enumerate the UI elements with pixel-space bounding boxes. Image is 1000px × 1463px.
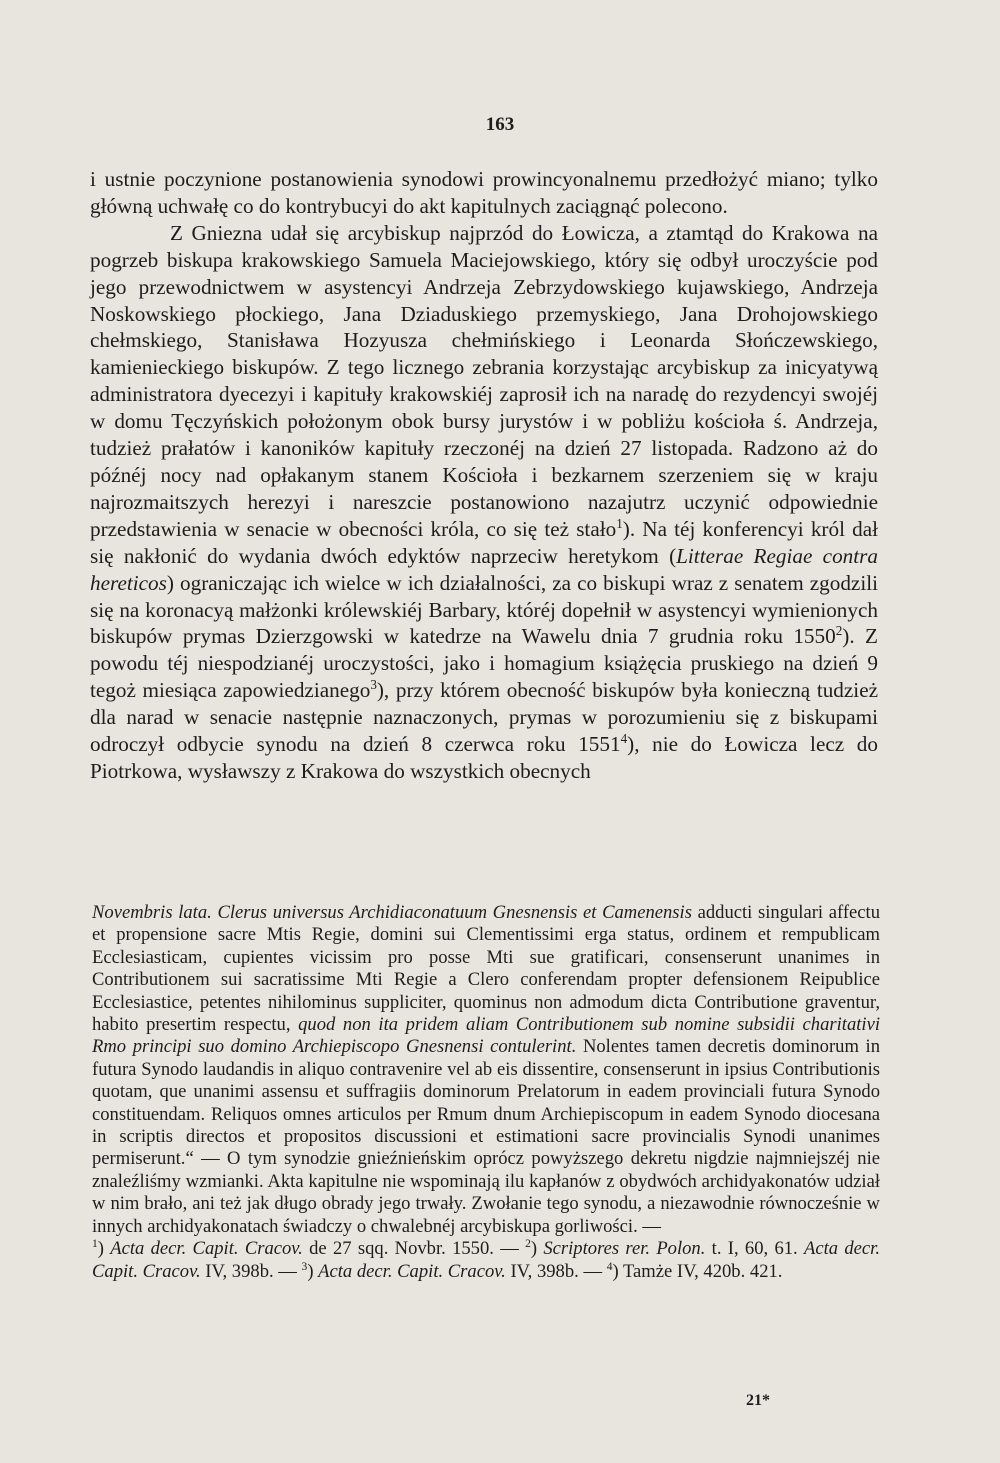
footnote-marker: 1	[92, 1237, 98, 1250]
text-run: )	[307, 1260, 319, 1282]
main-paragraph	[90, 220, 878, 785]
text-run: t. I, 60, 61.	[705, 1238, 805, 1260]
main-paragraph	[90, 166, 878, 220]
text-run: ), nie do Łowicza lecz do Piotrkowa, wysławszy z Krakowa do wszystkich obecnych	[90, 732, 878, 783]
footnote-marker: 3	[301, 1260, 308, 1273]
text-run: IV, 398b. —	[505, 1260, 607, 1282]
footnote-marker: 2	[525, 1237, 531, 1250]
page-number: 163	[485, 114, 515, 135]
text-run: IV, 398b. —	[200, 1260, 302, 1282]
footnote-paragraph	[92, 902, 880, 1238]
text-run: de 27 sqq. Novbr. 1550. —	[302, 1238, 526, 1260]
text-run: ). Z powodu téj niespodzianéj uroczystości, jako i homagium książęcia pruskiego na dzień 9 tegoż miesiąca zapowiedzianego	[90, 624, 879, 703]
italic-text: Novembris lata. Clerus universus Archidiaconatuum Gnesnensis et Camenensis	[92, 902, 692, 923]
italic-text: Acta decr. Capit. Cracov.	[92, 1238, 881, 1282]
text-run: ), przy którem obecność biskupów była konieczną tudzież dla narad w senacie następnie naznaczonych, prymas w porozumieniu się z biskupami odroczył odbycie synodu na dzień 8 czerwca roku 1551	[90, 678, 879, 757]
footnotes	[92, 902, 880, 1283]
italic-text: Litterae Regiae contra hereticos	[90, 543, 879, 595]
italic-text: Scriptores rer. Polon.	[543, 1238, 706, 1260]
italic-text: Acta decr. Capit. Cracov.	[110, 1238, 303, 1260]
footnote-marker: 4	[606, 1260, 613, 1273]
text-run: )	[530, 1238, 544, 1260]
text-run: Nolentes tamen decretis dominorum in futura Synodo laudandis in aliquo contravenire vel ab eis dissentire, consenserunt in ipsius Contributionis quotam, que unanimi assensu et suffragiis dominorum Prelatorum in eadem provinciali futura Synodo constituendam. Reliquos omnes articulos per Rmum dnum Archiepiscopum in eadem Synodo diocesana in scriptis directos et propositos discussioni et estimationi sacre provincialis Synodi unanimes permiserunt.“ — O tym synodzie gnieźnieńskim oprócz powyższego dekretu nigdzie najmniejszéj nie znaleźliśmy wzmianki. Akta kapitulne nie wspominają ilu kapłanów z obydwóch archidyakonatów udział w nim brało, ani też jak długo obrady jego trwały. Zwołanie tego synodu, a niezawodnie równocześnie w innych archidyakonatach świadczy o chwalebnéj arcybiskupa gorliwości. —	[92, 1036, 880, 1237]
text-run: i ustnie poczynione postanowienia synodowi prowincyonalnemu przedłożyć miano; tylko główną uchwałę co do kontrybucyi do akt kapitulnych zaciągnąć polecono.	[90, 167, 878, 218]
text-run: ) ograniczając ich wielce w ich działalności, za co biskupi wraz z senatem zgodzili się na koronacyą małżonki królewskiéj Barbary, któréj dopełnił w asystencyi wymienionych biskupów prymas Dzierzgowski w katedrze na Wawelu dnia 7 grudnia roku 1550	[90, 570, 878, 649]
footnote-paragraph	[92, 1238, 880, 1283]
italic-text: quod non ita pridem aliam Contributionem sub nomine subsidii charitativi Rmo principi suo domino Archiepiscopo Gnesnensi contulerint.	[92, 1014, 880, 1058]
footnote-marker: 2	[835, 623, 843, 639]
text-run: Z Gniezna udał się arcybiskup najprzód do Łowicza, a ztamtąd do Krakowa na pogrzeb biskupa krakowskiego Samuela Maciejowskiego, który się odbył uroczyście pod jego przewodnictwem w asystencyi Andrzeja Zebrzydowskiego kujawskiego, Andrzeja Noskowskiego płockiego, Jana Dziaduskiego przemyskiego, Jana Drohojowskiego chełmskiego, Stanisława Hozyusza chełmińskiego i Leonarda Słończewskiego, kamienieckiego biskupów. Z tego licznego zebrania korzystając arcybiskup za inicyatywą administratora dyecezyi i kapituły krakowskiéj zaprosił ich na naradę do rezydencyi swojéj w domu Tęczyńskich położonym obok bursy jurystów i w pobliżu kościoła ś. Andrzeja, tudzież prałatów i kanoników kapituły rzeczonéj na dzień 27 listopada. Radzono aż do późnéj nocy nad opłakanym stanem Kościoła i bezkarnem szerzeniem się w kraju najrozmaitszych herezyi i nareszcie postanowiono nazajutrz uczynić odpowiednie przedstawienia w senacie w obecności króla, co się też stało	[90, 220, 878, 541]
footnote-marker: 4	[620, 730, 628, 746]
footnote-marker: 3	[370, 677, 377, 693]
signature-mark: 21*	[746, 1392, 770, 1409]
text-run: ). Na téj konferencyi król dał się nakłonić do wydania dwóch edyktów naprzeciw heretykom (	[90, 516, 878, 568]
text-run: ) Tamże IV, 420b. 421.	[612, 1260, 783, 1282]
text-run: adducti singulari affectu et propensione sacre Mtis Regie, domini sui Clementissimi erga status, ordinem et rempublicam Ecclesiasticam, cupientes vicissim pro posse Mti sue gratificari, consenserunt unanimes in Contributionem sui sacratissime Mti Regie a Clero conferendam propter defensionem Reipublice Ecclesiastice, petentes nihilominus suppliciter, quominus non admodum dicta Contributione graventur, habito presertim respectu,	[92, 902, 880, 1036]
italic-text: Acta decr. Capit. Cracov.	[318, 1260, 506, 1282]
footnote-marker: 1	[616, 515, 623, 531]
main-text	[90, 166, 878, 785]
text-run: )	[97, 1238, 111, 1260]
